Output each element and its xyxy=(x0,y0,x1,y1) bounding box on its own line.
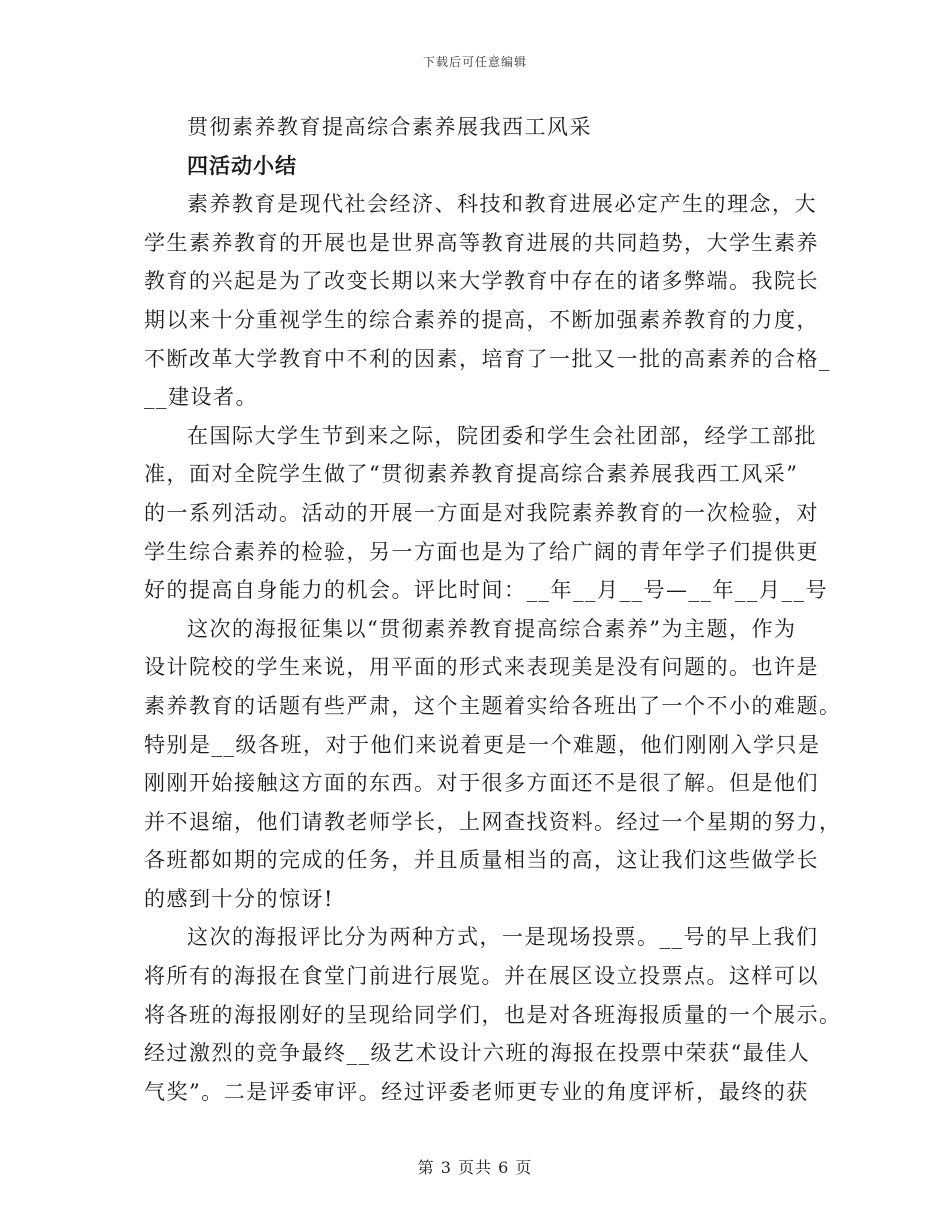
paragraph-4-line: 经过激烈的竞争最终__级艺术设计六班的海报在投票中荣获“最佳人 xyxy=(144,1041,811,1066)
paragraph-3-line: 设计院校的学生来说，用平面的形式来表现美是没有问题的。也许是 xyxy=(144,655,819,680)
paragraph-3-line: 刚刚开始接触这方面的东西。对于很多方面还不是很了解。但是他们 xyxy=(144,771,819,796)
paragraph-4-line: 将所有的海报在食堂门前进行展览。并在展区设立投票点。这样可以 xyxy=(144,964,819,989)
section-heading: 四活动小结 xyxy=(187,153,297,178)
paragraph-1-line: 期以来十分重视学生的综合素养的提高，不断加强素养教育的力度， xyxy=(144,307,819,332)
paragraph-1-line: __建设者。 xyxy=(144,385,258,410)
paragraph-1-line: 不断改革大学教育中不利的因素，培育了一批又一批的高素养的合格_ xyxy=(144,346,831,371)
page-number-footer: 第 3 页共 6 页 xyxy=(417,1158,533,1177)
paragraph-2-line: 在国际大学生节到来之际，院团委和学生会社团部，经学工部批 xyxy=(187,423,817,448)
paragraph-2-line: 的一系列活动。活动的开展一方面是对我院素养教育的一次检验，对 xyxy=(144,500,819,525)
paragraph-1-line: 教育的兴起是为了改变长期以来大学教育中存在的诸多弊端。我院长 xyxy=(144,269,819,294)
paragraph-3-line: 各班都如期的完成的任务，并且质量相当的高，这让我们这些做学长 xyxy=(144,848,819,873)
paragraph-3-line: 素养教育的话题有些严肃，这个主题着实给各班出了一个不小的难题。 xyxy=(144,693,842,718)
paragraph-1-line: 素养教育是现代社会经济、科技和教育进展必定产生的理念，大 xyxy=(187,192,817,217)
paragraph-2-line: 准，面对全院学生做了“贯彻素养教育提高综合素养展我西工风采” xyxy=(144,462,799,487)
document-body xyxy=(144,108,842,1111)
paragraph-3-line: 这次的海报征集以“贯彻素养教育提高综合素养”为主题，作为 xyxy=(187,616,797,641)
page-header-note: 下载后可任意编辑 xyxy=(422,55,527,69)
paragraph-3-line: 的感到十分的惊讶! xyxy=(144,886,334,911)
paragraph-4-line: 气奖”。二是评委审评。经过评委老师更专业的角度评析，最终的获 xyxy=(144,1079,809,1104)
document-title-line: 贯彻素养教育提高综合素养展我西工风采 xyxy=(187,115,592,139)
paragraph-4-line: 这次的海报评比分为两种方式，一是现场投票。__号的早上我们 xyxy=(187,925,819,950)
paragraph-2-line: 好的提高自身能力的机会。评比时间：__年__月__号—__年__月__号 xyxy=(144,578,828,603)
paragraph-1-line: 学生素养教育的开展也是世界高等教育进展的共同趋势，大学生素养 xyxy=(144,230,819,255)
paragraph-4-line: 将各班的海报刚好的呈现给同学们，也是对各班海报质量的一个展示。 xyxy=(144,1002,842,1027)
paragraph-3-line: 并不退缩，他们请教老师学长，上网查找资料。经过一个星期的努力， xyxy=(144,809,842,834)
paragraph-3-line: 特别是__级各班，对于他们来说着更是一个难题，他们刚刚入学只是 xyxy=(144,732,821,757)
paragraph-2-line: 学生综合素养的检验，另一方面也是为了给广阔的青年学子们提供更 xyxy=(144,539,819,564)
